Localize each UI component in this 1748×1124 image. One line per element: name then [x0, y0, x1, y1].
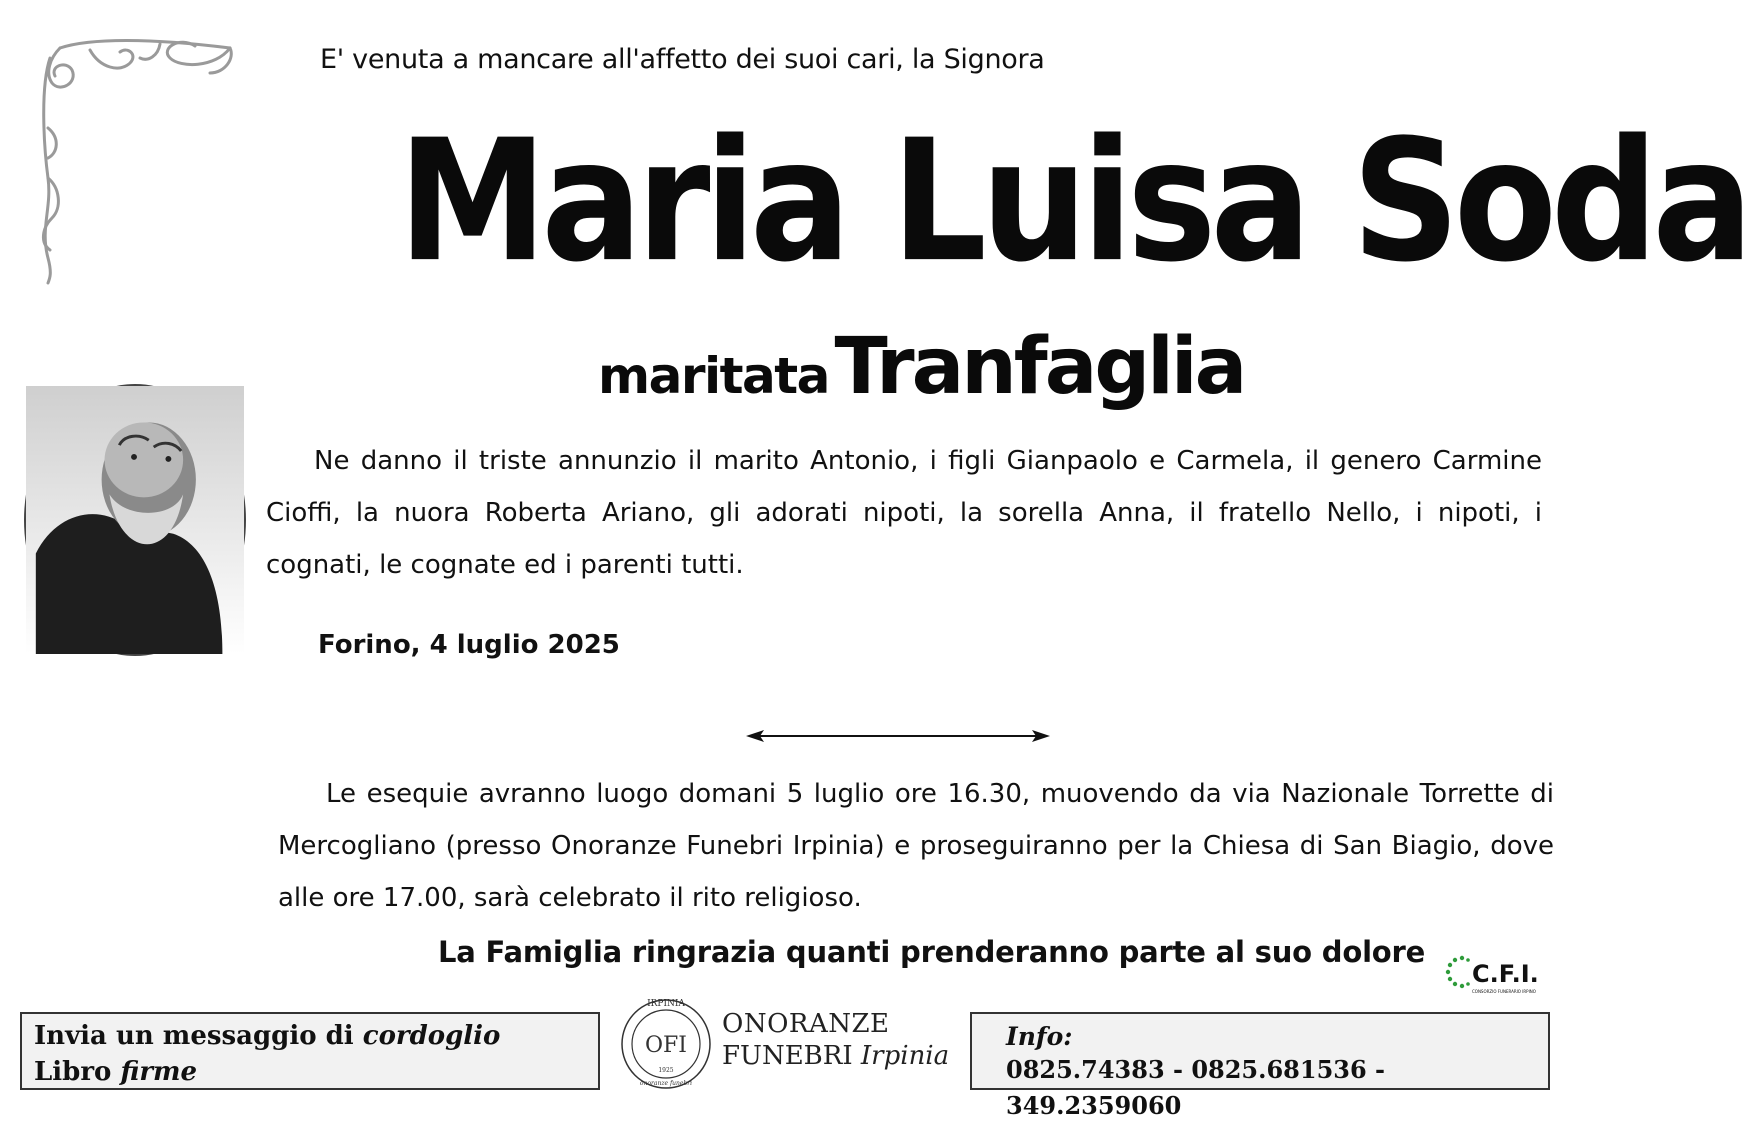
place-date: Forino, 4 luglio 2025: [318, 630, 620, 660]
married-surname: Tranfaglia: [834, 322, 1245, 412]
funeral-home-name: ONORANZE FUNEBRI Irpinia: [722, 1009, 950, 1071]
cfi-logo-subtext: CONSORZIO FUNERARIO IRPINO: [1472, 989, 1536, 994]
married-label: maritata: [598, 347, 829, 405]
padre-pio-portrait: [24, 384, 246, 656]
seal-bottom-text: onoranze funebri: [639, 1080, 693, 1087]
condolence-box[interactable]: [20, 1012, 600, 1090]
seal-monogram: OFI: [645, 1033, 687, 1058]
guestbook-link[interactable]: Libro firme: [34, 1057, 198, 1087]
corner-ornament-icon: [30, 28, 250, 288]
thanks-line: La Famiglia ringrazia quanti prenderanno parte al suo dolore: [438, 935, 1426, 969]
cfi-logo-icon: [1440, 948, 1540, 996]
intro-text: E' venuta a mancare all'affetto dei suoi cari, la Signora: [320, 44, 1045, 75]
cfi-logo-text: C.F.I.: [1472, 960, 1539, 988]
seal-top-text: IRPINIA: [647, 999, 685, 1009]
funeral-home-seal-icon: [616, 992, 716, 1092]
info-box: [970, 1012, 1550, 1120]
send-condolence-link[interactable]: Invia un messaggio di cordoglio: [34, 1021, 501, 1051]
funeral-paragraph: Le esequie avranno luogo domani 5 luglio ore 16.30, muovendo da via Nazionale Torrette di Mercogliano (presso Onoranze Funebri Irpinia) e proseguiranno per la Chiesa di San Biagio, dove alle ore 17.00, sarà celebrato il rito religioso.: [278, 779, 1554, 913]
info-label: Info:: [1006, 1022, 1073, 1051]
info-phones[interactable]: 0825.74383 - 0825.681536 - 349.2359060: [1006, 1055, 1385, 1120]
married-name-line: [598, 322, 1244, 412]
double-arrow-icon: [744, 724, 1052, 748]
deceased-name: Maria Luisa Soda: [398, 104, 1748, 300]
seal-year: 1925: [658, 1067, 674, 1074]
announcement-paragraph: Ne danno il triste annunzio il marito Antonio, i figli Gianpaolo e Carmela, il genero Carmine Cioffi, la nuora Roberta Ariano, gli adorati nipoti, la sorella Anna, il fratello Nello, i nipoti, i cognati, le cognate ed i parenti tutti.: [266, 446, 1542, 580]
